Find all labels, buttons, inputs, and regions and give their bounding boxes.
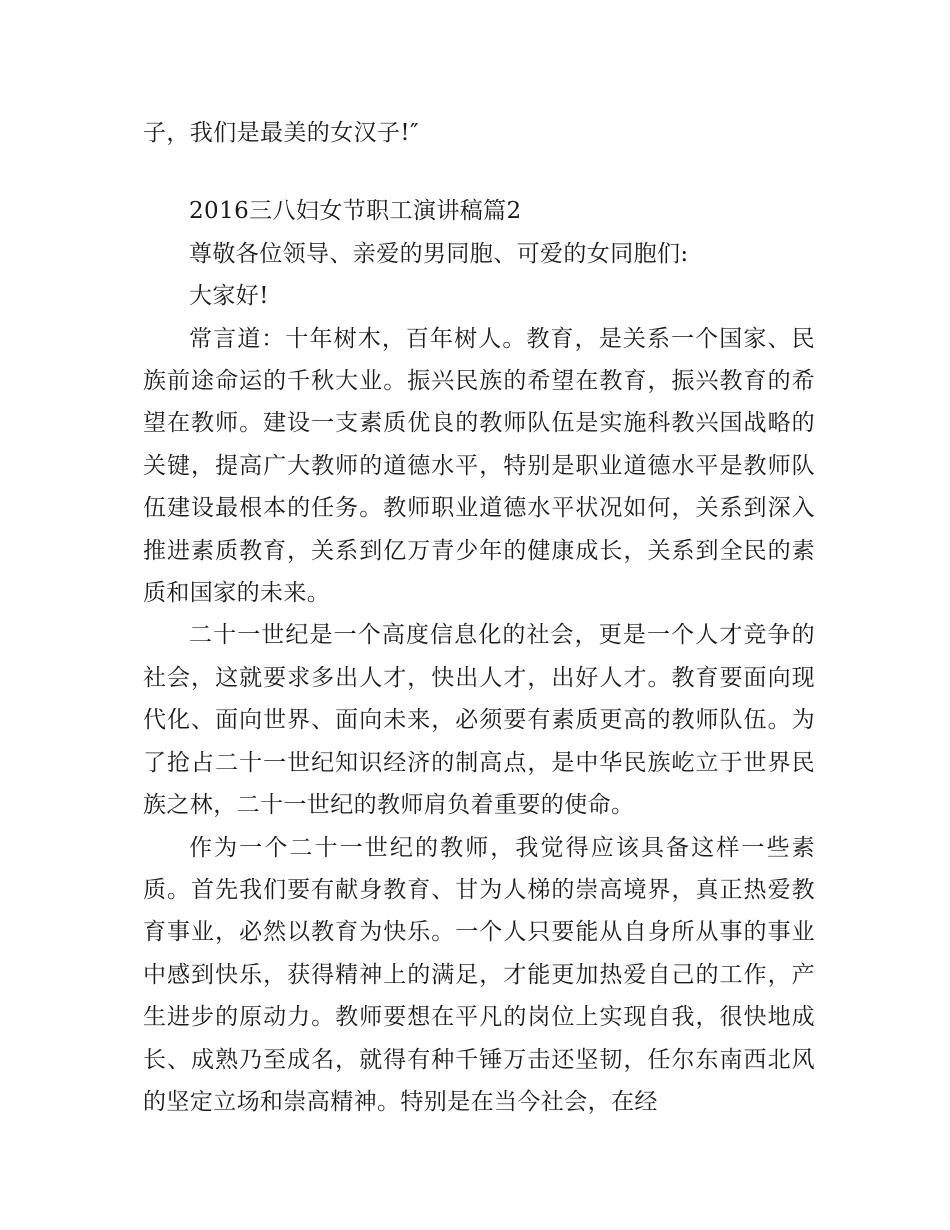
document-body <box>143 112 815 1123</box>
salutation: 尊敬各位领导、亲爱的男同胞、可爱的女同胞们: <box>189 240 689 267</box>
paragraph-1: 常言道：十年树木，百年树人。教育，是关系一个国家、民族前途命运的千秋大业。振兴民族的希望在教育，振兴教育的希望在教师。建设一支素质优良的教师队伍是实施科教兴国战略的关键，提高广大教师的道德水平，特别是职业道德水平是教师队伍建设最根本的任务。教师职业道德水平状况如何，关系到深入推进素质教育，关系到亿万青少年的健康成长，关系到全民的素质和国家的未来。 <box>143 325 815 607</box>
greeting: 大家好! <box>189 283 269 310</box>
lead-line: 子，我们是最美的女汉子!″ <box>143 120 420 146</box>
paragraph-3: 作为一个二十一世纪的教师，我觉得应该具备这样一些素质。首先我们要有献身教育、甘为人梯的崇高境界，真正热爱教育事业，必然以教育为快乐。一个人只要能从自身所从事的事业中感到快乐，获得精神上的满足，才能更加热爱自己的工作，产生进步的原动力。教师要想在平凡的岗位上实现自我，很快地成长、成熟乃至成名，就得有种千锤万击还坚韧，任尔东南西北风的坚定立场和崇高精神。特别是在当今社会，在经 <box>143 834 815 1115</box>
section-gap <box>143 154 815 190</box>
section-title: 2016三八妇女节职工演讲稿篇2 <box>189 198 522 225</box>
paragraph-2: 二十一世纪是一个高度信息化的社会，更是一个人才竞争的社会，这就要求多出人才，快出人才，出好人才。教育要面向现代化、面向世界、面向未来，必须要有素质更高的教师队伍。为了抢占二十一世纪知识经济的制高点，是中华民族屹立于世界民族之林，二十一世纪的教师肩负着重要的使命。 <box>143 622 815 819</box>
